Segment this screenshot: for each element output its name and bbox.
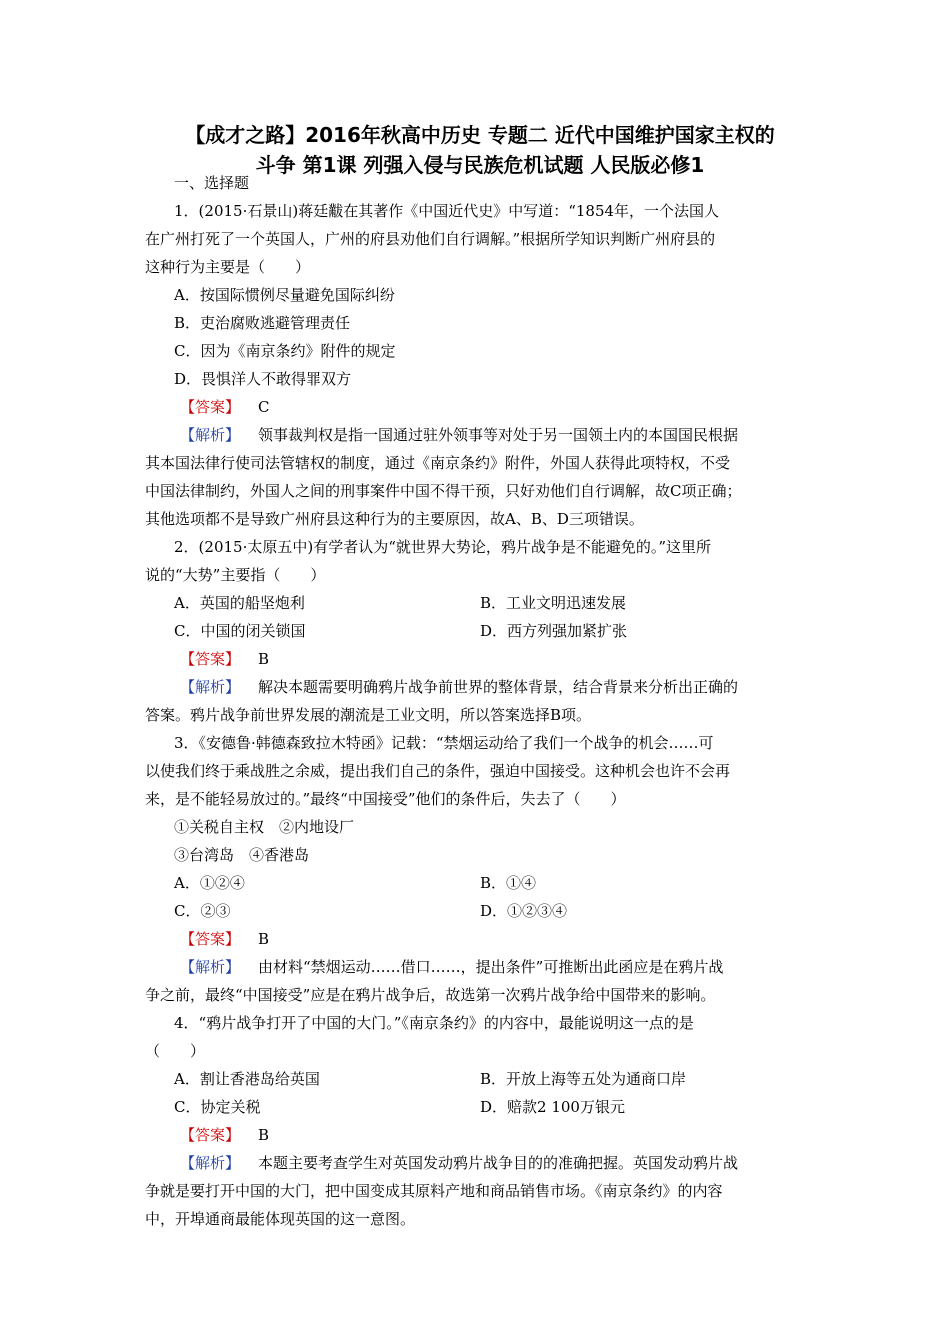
question-3-answer [180, 928, 269, 950]
analysis-tag: 【解析】 [180, 678, 241, 696]
analysis-text: 本题主要考查学生对英国发动鸦片战争目的的准确把握。英国发动鸦片战 [258, 1154, 739, 1172]
question-2-stem-line: 2．(2015·太原五中)有学者认为“就世界大势论，鸦片战争是不能避免的。”这里所 [174, 538, 712, 556]
question-2-option-row [174, 592, 305, 614]
question-2-option-a: A．英国的船坚炮利 [174, 594, 305, 612]
question-3-option-d: D．①②③④ [480, 902, 568, 920]
question-3-option-b: B．①④ [480, 874, 537, 892]
question-4-analysis-line [180, 1152, 738, 1174]
question-2-option-c: C．中国的闭关锁国 [174, 622, 306, 640]
question-3-option-a: A．①②④ [174, 874, 245, 892]
document-title-line-1: 【成才之路】2016年秋高中历史 专题二 近代中国维护国家主权的 [185, 123, 775, 147]
question-4-answer [180, 1124, 269, 1146]
question-1-analysis-line: 其本国法律行使司法管辖权的制度，通过《南京条约》附件，外国人获得此项特权，不受 [145, 454, 731, 472]
analysis-tag: 【解析】 [180, 1154, 241, 1172]
question-4-analysis-line: 中，开埠通商最能体现英国的这一意图。 [145, 1210, 416, 1228]
question-1-stem-line: 在广州打死了一个英国人，广州的府县劝他们自行调解。”根据所学知识判断广州府县的 [145, 230, 716, 248]
document-title-line-2: 斗争 第1课 列强入侵与民族危机试题 人民版必修1 [255, 153, 705, 177]
analysis-text: 由材料“禁烟运动……借口……，提出条件”可推断出此函应是在鸦片战 [258, 958, 724, 976]
answer-value: B [258, 650, 270, 668]
question-1-option-c: C．因为《南京条约》附件的规定 [174, 342, 396, 360]
question-1-answer [180, 396, 270, 418]
question-2-analysis-line [180, 676, 738, 698]
question-2-answer [180, 648, 269, 670]
question-2-option-d: D．西方列强加紧扩张 [480, 622, 628, 640]
question-4-analysis-line: 争就是要打开中国的大门，把中国变成其原料产地和商品销售市场。《南京条约》的内容 [145, 1182, 723, 1200]
analysis-tag: 【解析】 [180, 426, 241, 444]
answer-tag: 【答案】 [180, 650, 241, 668]
question-2-stem-line: 说的“大势”主要指（ ） [145, 566, 326, 584]
question-2-option-b: B．工业文明迅速发展 [480, 594, 627, 612]
question-2-analysis-line: 答案。鸦片战争前世界发展的潮流是工业文明，所以答案选择B项。 [145, 706, 592, 724]
question-4-stem-line: （ ） [145, 1042, 206, 1060]
question-3-analysis-line [180, 956, 723, 978]
question-1-option-b: B．吏治腐败逃避管理责任 [174, 314, 351, 332]
question-1-analysis-line: 其他选项都不是导致广州府县这种行为的主要原因，故A、B、D三项错误。 [145, 510, 644, 528]
question-3-stem-line: 来，是不能轻易放过的。”最终“中国接受”他们的条件后，失去了（ ） [145, 790, 626, 808]
question-1-analysis-line: 中国法律制约，外国人之间的刑事案件中国不得干预，只好劝他们自行调解，故C项正确； [145, 482, 742, 500]
answer-tag: 【答案】 [180, 398, 241, 416]
question-1-option-a: A．按国际惯例尽量避免国际纠纷 [174, 286, 395, 304]
question-3-item-line: ①关税自主权 ②内地设厂 [174, 818, 355, 836]
question-1-analysis-line [180, 424, 738, 446]
analysis-tag: 【解析】 [180, 958, 241, 976]
section-heading: 一、选择题 [174, 174, 250, 192]
answer-tag: 【答案】 [180, 930, 241, 948]
answer-tag: 【答案】 [180, 1126, 241, 1144]
answer-value: B [258, 930, 270, 948]
question-4-option-c: C．协定关税 [174, 1098, 261, 1116]
answer-value: B [258, 1126, 270, 1144]
analysis-text: 解决本题需要明确鸦片战争前世界的整体背景，结合背景来分析出正确的 [258, 678, 739, 696]
question-3-item-line: ③台湾岛 ④香港岛 [174, 846, 310, 864]
question-4-stem-line: 4．“鸦片战争打开了中国的大门。”《南京条约》的内容中，最能说明这一点的是 [174, 1014, 694, 1032]
question-1-option-d: D．畏惧洋人不敢得罪双方 [174, 370, 352, 388]
question-3-stem-line: 以使我们终于乘战胜之余威，提出我们自己的条件，强迫中国接受。这种机会也许不会再 [145, 762, 731, 780]
question-1-stem-line: 这种行为主要是（ ） [145, 258, 311, 276]
answer-value: C [258, 398, 270, 416]
question-3-option-c: C．②③ [174, 902, 231, 920]
question-4-option-a: A．割让香港岛给英国 [174, 1070, 320, 1088]
question-3-analysis-line: 争之前，最终“中国接受”应是在鸦片战争后，故选第一次鸦片战争给中国带来的影响。 [145, 986, 716, 1004]
question-1-stem-line: 1．(2015·石景山)蒋廷黻在其著作《中国近代史》中写道：“1854年，一个法国人 [174, 202, 720, 220]
question-3-stem-line: 3．《安德鲁·韩德森致拉木特函》记载：“禁烟运动给了我们一个战争的机会……可 [174, 734, 714, 752]
question-4-option-b: B．开放上海等五处为通商口岸 [480, 1070, 687, 1088]
analysis-text: 领事裁判权是指一国通过驻外领事等对处于另一国领土内的本国国民根据 [258, 426, 739, 444]
question-4-option-d: D．赔款2 100万银元 [480, 1098, 625, 1116]
